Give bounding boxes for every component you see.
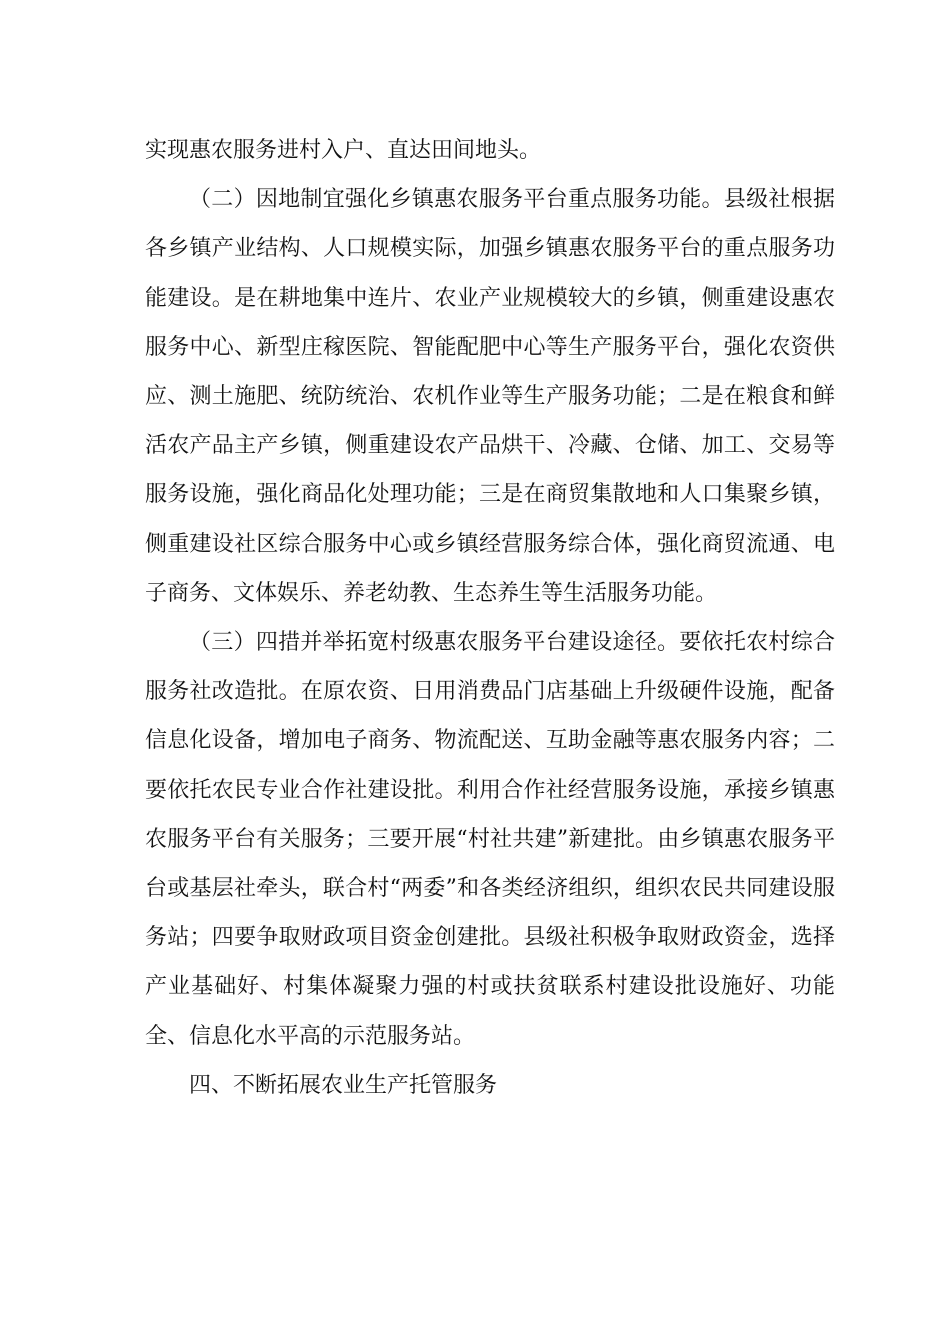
paragraph-village-platform: （三）四措并举拓宽村级惠农服务平台建设途径。要依托农村综合服务社改造批。在原农资、日用消费品门店基础上升级硬件设施，配备信息化设备，增加电子商务、物流配送、互助金融等惠农服务内容；二要依托农民专业合作社建设批。利用合作社经营服务设施，承接乡镇惠农服务平台有关服务；三要开展“村社共建”新建批。由乡镇惠农服务平台或基层社牵头，联合村“两委”和各类经济组织，组织农民共同建设服务站；四要争取财政项目资金创建批。县级社积极争取财政资金，选择产业基础好、村集体凝聚力强的村或扶贫联系村建设批设施好、功能全、信息化水平高的示范服务站。	[145, 630, 835, 1049]
paragraph-township-platform: （二）因地制宜强化乡镇惠农服务平台重点服务功能。县级社根据各乡镇产业结构、人口规模实际，加强乡镇惠农服务平台的重点服务功能建设。是在耕地集中连片、农业产业规模较大的乡镇，侧重建设惠农服务中心、新型庄稼医院、智能配肥中心等生产服务平台，强化农资供应、测土施肥、统防统治、农机作业等生产服务功能；二是在粮食和鲜活农产品主产乡镇，侧重建设农产品烘干、冷藏、仓储、加工、交易等服务设施，强化商品化处理功能；三是在商贸集散地和人口集聚乡镇，侧重建设社区综合服务中心或乡镇经营服务综合体，强化商贸流通、电子商务、文体娱乐、养老幼教、生态养生等生活服务功能。	[145, 187, 835, 606]
section-heading: 四、不断拓展农业生产托管服务	[189, 1072, 498, 1098]
document-body	[145, 126, 835, 1110]
paragraph-continuation: 实现惠农服务进村入户、直达田间地头。	[145, 138, 542, 163]
